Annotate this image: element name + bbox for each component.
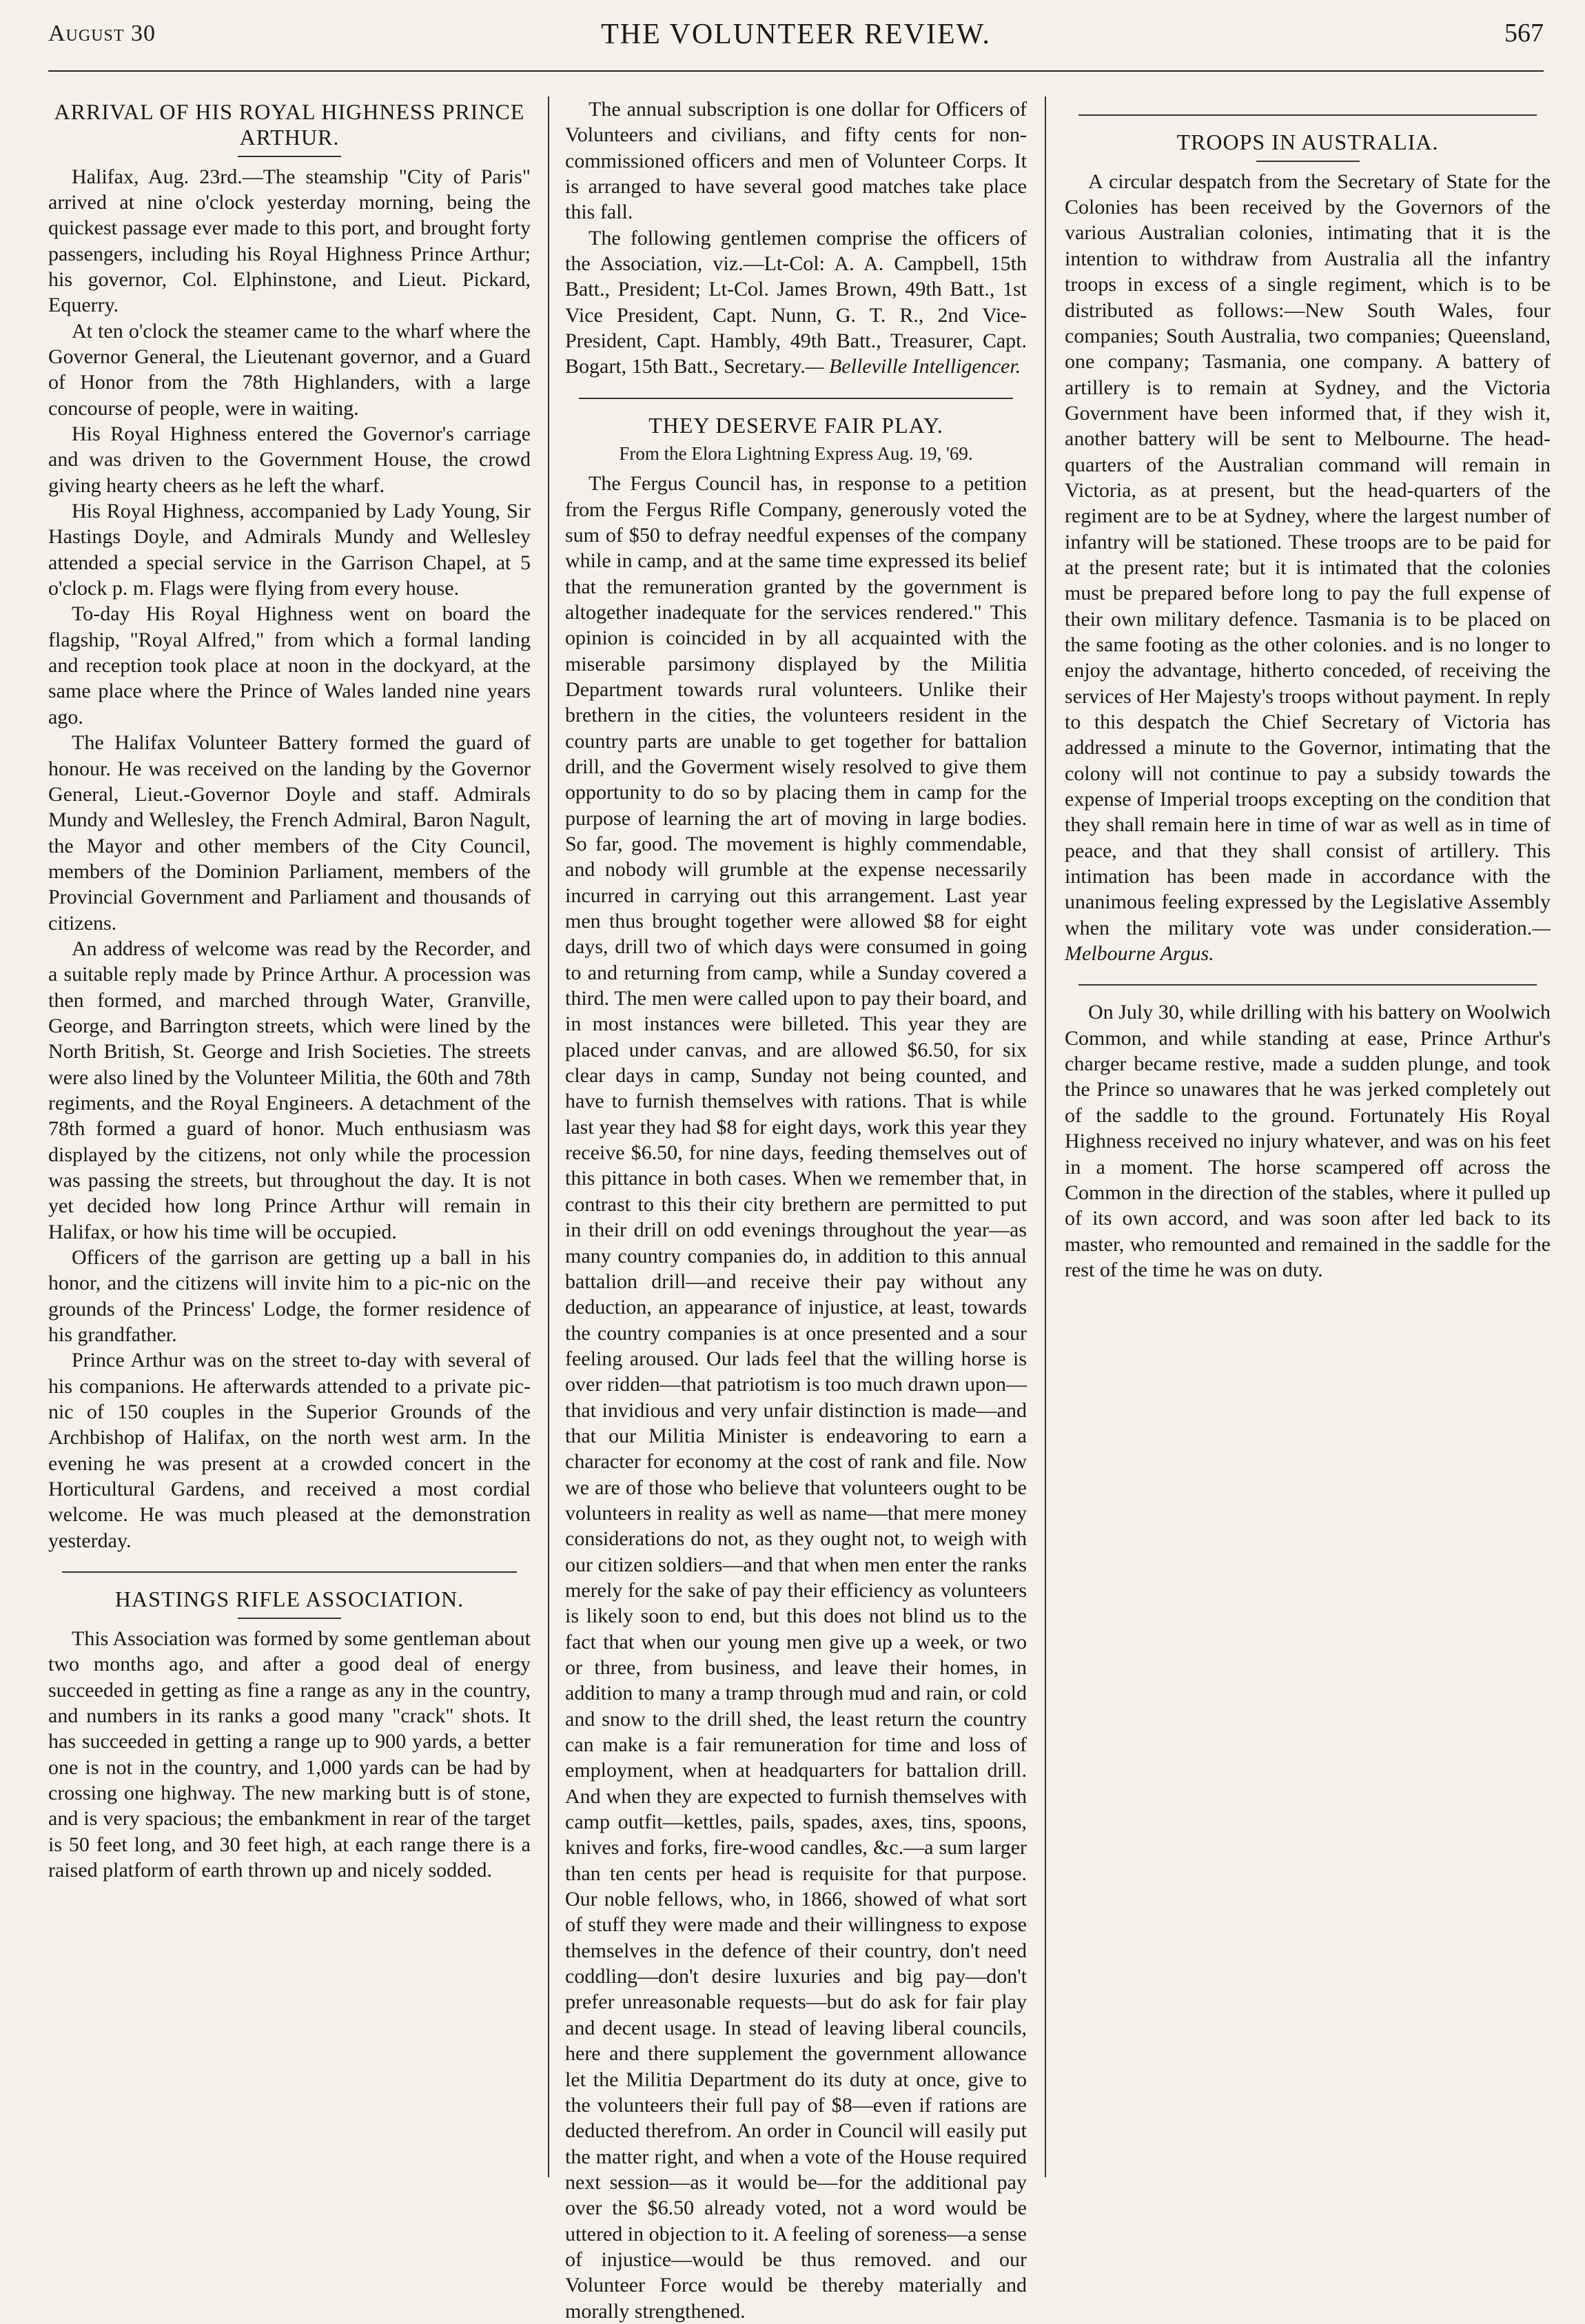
paragraph: Prince Arthur was on the street to-day with several of his companions. He afterwards attended to a private pic-nic of 150 couples in the Superior Grounds of the Archbishop of Halifax, on the north west arm. In the evening he was present at a crowded concert in the Horticultural Gardens, and received a most cordial welcome. He was much pleased at the demonstration yesterday. — [48, 1349, 531, 1552]
article-subtitle: From the Elora Lightning Express Aug. 19, '69. — [619, 442, 973, 464]
article-title: ARRIVAL OF HIS ROYAL HIGHNESS PRINCE ARTHUR. — [54, 99, 525, 150]
paragraph: An address of welcome was read by the Recorder, and a suitable reply made by Prince Arthur. A procession was then formed, and marched through Water, Granville, George, and Barrington streets, which were lined by the North British, St. George and Irish Societies. The streets were also lined by the Volunteer Militia, the 60th and 78th regiments, and the Royal Engineers. A detachment of the 78th formed a guard of honor. Much enthusiasm was displayed by the citizens, not only while the procession was passing the streets, but throughout the day. It is not yet decided how long Prince Arthur will remain in Halifax, or how his time will be occupied. — [48, 937, 531, 1243]
paragraph — [1065, 169, 1551, 967]
column-2 — [565, 96, 1027, 2323]
paragraph: To-day His Royal Highness went on board the flagship, "Royal Alfred," from which a formal landing and reception took place at noon in the dockyard, at the same place where the Prince of Wales landed nine years ago. — [48, 602, 531, 728]
paragraph: His Royal Highness, accompanied by Lady Young, Sir Hastings Doyle, and Admirals Mundy and Wellesley attended a special service in the Garrison Chapel, at 5 o'clock p. m. Flags were flying from every house. — [48, 500, 531, 600]
paragraph: His Royal Highness entered the Governor's carriage and was driven to the Government House, the crowd giving hearty cheers as he left the wharf. — [48, 422, 531, 497]
article-title: HASTINGS RIFLE ASSOCIATION. — [114, 1587, 464, 1612]
article-title: TROOPS IN AUSTRALIA. — [1176, 130, 1439, 154]
section-rule — [62, 1571, 517, 1573]
publication-title: THE VOLUNTEER REVIEW. — [601, 19, 991, 50]
paragraph: The Halifax Volunteer Battery formed the guard of honour. He was received on the landing by the Governor General, Lieut.-Governor Doyle and staff. Admirals Mundy and Wellesley, the French Admiral, Baron Nagult, the Mayor and other members of the City Council, members of the Dominion Parliament, members of the Provincial Government and Parliament and thousands of citizens. — [48, 731, 531, 935]
column-rule — [1045, 96, 1046, 2177]
title-rule — [1256, 161, 1360, 162]
title-rule — [238, 1618, 341, 1619]
paragraph-text: The following gentlemen comprise the officers of the Association, viz.—Lt-Col: A. A. Campbell, 15th Batt., President; Lt-Col. James Brown, 49th Batt., 1st Vice President, Capt. Nunn, G. T. R., 2nd Vice-President, Capt. Hambly, 49th Batt., Treasurer, Capt. Bogart, 15th Batt., Secretary. — [565, 226, 1027, 378]
section-rule — [1078, 114, 1537, 116]
paragraph: Halifax, Aug. 23rd.—The steamship "City of Paris" arrived at nine o'clock yesterday morning, being the quickest passage ever made to this port, and brought forty passengers, including his Royal Highness Prince Arthur; his governor, Col. Elphinstone, and Lieut. Pickard, Equerry. — [48, 165, 531, 317]
source-credit: — Belleville Intelligencer. — [805, 355, 1021, 378]
column-1 — [48, 96, 531, 2191]
section-rule — [579, 398, 1013, 399]
column-3 — [1065, 96, 1551, 2191]
issue-date: August 30 — [48, 21, 156, 46]
paragraph: This Association was formed by some gentleman about two months ago, and after a good deal of energy succeeded in getting as fine a range as any in the country, and numbers in its ranks a good many "crack" shots. It has succeeded in getting a range up to 900 yards, a better one is not in the country, and 1,000 yards can be had by crossing one highway. The new marking butt is of stone, and is very spacious; the embankment in rear of the target is 50 feet long, and 30 feet high, at each range there is a raised platform of earth thrown up and nicely sodded. — [48, 1627, 531, 1882]
running-head — [48, 8, 1544, 72]
page-number: 567 — [1504, 19, 1544, 48]
paragraph-text: A circular despatch from the Secretary of State for the Colonies has been received by the Governors of the various Australian colonies, intimating that it is the intention to withdraw from Australia all the infantry troops in excess of a single regiment, which is to be distributed as follows:—New South Wales, four companies; South Australia, two companies; Queensland, one company; Tasmania, one company. A battery of artillery is to remain at Sydney, and the Victoria Government have been informed that, if they wish it, another battery will be sent to Melbourne. The head-quarters of the Australian command will remain in Victoria, as at present, but the head-quarters of the regiment are to be at Sydney, where the largest number of infantry will be stationed. These troops are to be paid for at the present rate; but it is intimated that the colonies must be prepared before long to pay the full expense of their own military defence. Tasmania is to be placed on the same footing as the other colonies. and is no longer to enjoy the advantage, hitherto conceded, of receiving the services of Her Majesty's troops without payment. In reply to this despatch the Chief Secretary of Victoria has addressed a minute to the Governor, intimating that the colony will not continue to pay a subsidy towards the expense of Imperial troops excepting on the condition that they shall remain here in time of war as well as in time of peace, and that they shall consist of artillery. This intimation has been made in accordance with the unanimous feeling expressed by the Legislative Assembly when the military vote was under consideration. — [1065, 170, 1551, 939]
paragraph: On July 30, while drilling with his battery on Woolwich Common, and while standing at ease, Prince Arthur's charger became restive, made a sudden plunge, and took the Prince so unawares that he was jerked completely out of the saddle to the ground. Fortunately His Royal Highness received no injury whatever, and was on his feet in a moment. The horse scampered off across the Common in the direction of the stables, where it pulled up of its own accord, and was soon after led back to its master, who remounted and remained in the saddle for the rest of the time he was on duty. — [1065, 1001, 1551, 1281]
paragraph: The Fergus Council has, in response to a petition from the Fergus Rifle Company, generously voted the sum of $50 to defray needful expenses of the company while in camp, and at the same time expressed its belief that the remuneration granted by the government is altogether inadequate for the services rendered." This opinion is coincided in by all acquainted with the miserable parsimony displayed by the Militia Department towards rural volunteers. Unlike their brethern in the cities, the volunteers resident in the country parts are unable to get together for battalion drill, and the Goverment wisely resolved to give them opportunity to do so by placing them in camp for the purpose of learning the art of moving in large bodies. So far, good. The movement is highly commendable, and nobody will grumble at the expense necessarily incurred in carrying out this arrangement. Last year men thus brought together were allowed $8 for eight days, drill two of which days were consumed in going to and returning from camp, while a Sunday covered a third. The men were called upon to pay their board, and in most instances were billeted. This year they are placed under canvas, and are allowed $6.50, for six clear days in camp, Sunday not being counted, and have to furnish themselves with rations. That is while last year they had $8 for eight days, work this year they receive $6.50, for nine days, feeding themselves out of this pittance in both cases. When we remember that, in contrast to this their city brethern are permitted to put in their drill on odd evenings throughout the year—as many country companies do, in addition to this annual battalion drill—and receive their pay without any deduction, an appearance of injustice, at least, towards the country companies is at once presented and a sour feeling aroused. Our lads feel that the willing horse is over ridden—that patriotism is too much drawn upon—that invidious and very unfair distinction is made—and that our Militia Minister is endeavoring to earn a character for economy at the cost of rank and file. Now we are of those who believe that volunteers ought to be volunteers in reality as well as name—that mere money considerations do not, as they ought not, to weigh with our citizen soldiers—and that when men enter the ranks merely for the sake of pay their efficiency as volunteers is likely soon to end, but this does not blind us to the fact that when our young men give up a week, or two or three, from business, and leave their homes, in addition to many a tramp through mud and rain, or cold and snow to the drill shed, the least return the country can make is a fair remuneration for time and loss of employment, when at headquarters for battalion drill. And when they are expected to furnish themselves with camp outfit—kettles, pails, spades, axes, tins, spoons, knives and forks, fire-wood candles, &c.—a sum larger than ten cents per head is requisite for that purpose. Our noble fellows, who, in 1866, showed of what sort of stuff they were made and their willingness to expose themselves in the defence of their country, don't need coddling—don't desire luxuries and big pay—don't prefer unreasonable requests—but do ask for fair play and decent usage. In stead of leaving liberal councils, here and there supplement the government allowance let the Militia Department do its duty at once, give to the volunteers their full pay of $8—even if rations are deducted therefrom. An order in Council will easily put the matter right, and when a vote of the House required next session—as it would be—for the additional pay over the $6.50 already voted, not a word would be uttered in objection to it. A feeling of soreness—a sense of injustice—would be thus removed. and our Volunteer Force would be thereby materially and morally strengthened. — [565, 472, 1027, 2323]
title-rule — [238, 156, 341, 157]
source-credit: —Melbourne Argus. — [1065, 916, 1551, 966]
section-rule — [1078, 984, 1537, 986]
paragraph: The annual subscription is one dollar for Officers of Volunteers and civilians, and fifty cents for non-commissioned officers and men of Volunteer Corps. It is arranged to have several good matches take place this fall. — [565, 98, 1027, 224]
paragraph: At ten o'clock the steamer came to the wharf where the Governor General, the Lieutenant governor, and a Guard of Honor from the 78th Highlanders, with a large concourse of people, were in waiting. — [48, 319, 531, 420]
paragraph: Officers of the garrison are getting up a ball in his honor, and the citizens will invite him to a pic-nic on the grounds of the Princess' Lodge, the former residence of his grandfather. — [48, 1246, 531, 1347]
article-title: THEY DESERVE FAIR PLAY. — [648, 412, 943, 438]
column-rule — [548, 96, 549, 2177]
paragraph — [565, 225, 1027, 380]
